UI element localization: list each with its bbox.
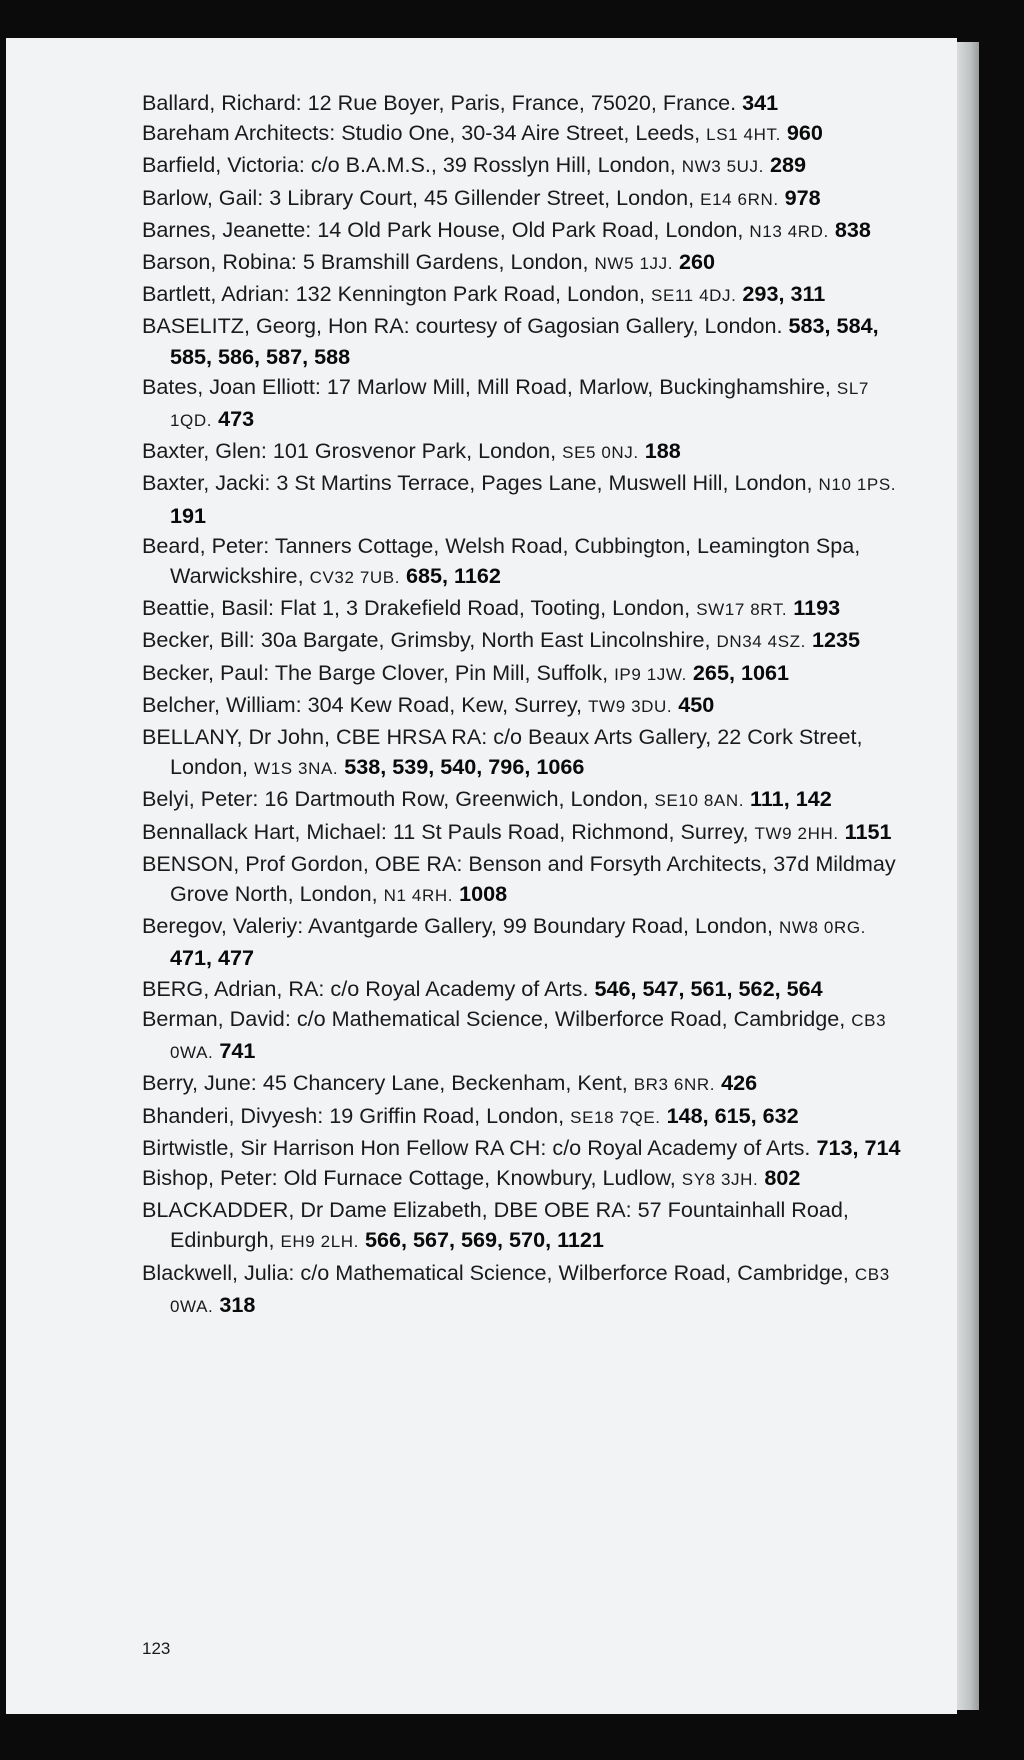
entry-postcode: EH9 2LH. xyxy=(280,1232,359,1252)
entry-catalogue-numbers: 960 xyxy=(786,120,823,146)
entry-address: courtesy of Gagosian Gallery, London. xyxy=(415,313,783,339)
entry-address: 101 Grosvenor Park, London, xyxy=(272,438,557,464)
entry-catalogue-numbers: 713, 714 xyxy=(816,1134,901,1160)
entry-name: Baxter, Glen: xyxy=(142,438,267,464)
entry-postcode: E14 6RN. xyxy=(700,189,779,209)
index-entry xyxy=(142,1195,902,1257)
entry-address: c/o Mathematical Science, Wilberforce Road, Cambridge, xyxy=(296,1005,846,1031)
entry-name: Belyi, Peter: xyxy=(142,786,259,812)
index-entry xyxy=(142,118,902,150)
entry-catalogue-numbers: 583, 584, 585, 586, 587, 588 xyxy=(170,313,879,369)
entry-catalogue-numbers: 685, 1162 xyxy=(406,563,501,589)
entry-address: Flat 1, 3 Drakefield Road, Tooting, London, xyxy=(280,595,691,621)
entry-catalogue-numbers: 741 xyxy=(219,1038,256,1064)
index-entry xyxy=(142,722,902,784)
index-entry xyxy=(142,88,902,118)
entry-name: BENSON, Prof Gordon, OBE RA: xyxy=(142,850,463,876)
entry-name: BERG, Adrian, RA: xyxy=(142,975,325,1001)
index-entry xyxy=(142,150,902,182)
entry-catalogue-numbers: 341 xyxy=(742,90,779,115)
entry-catalogue-numbers: 802 xyxy=(764,1164,801,1190)
entry-postcode: NW3 5UJ. xyxy=(681,157,764,177)
entry-address: 30a Bargate, Grimsby, North East Lincolnshire, xyxy=(260,627,711,653)
entry-catalogue-numbers: 546, 547, 561, 562, 564 xyxy=(594,975,823,1001)
entry-catalogue-numbers: 838 xyxy=(834,216,871,242)
entry-postcode: SY8 3JH. xyxy=(681,1169,759,1189)
entry-postcode: NW5 1JJ. xyxy=(594,254,674,274)
artist-address-index xyxy=(142,88,902,1322)
index-entry xyxy=(142,1133,902,1163)
entry-name: Bennallack Hart, Michael: xyxy=(142,818,387,844)
entry-name: Barfield, Victoria: xyxy=(142,152,305,178)
index-entry xyxy=(142,1258,902,1322)
entry-postcode: SL7 1QD. xyxy=(170,378,869,431)
entry-address: 11 St Pauls Road, Richmond, Surrey, xyxy=(392,818,749,844)
entry-postcode: N13 4RD. xyxy=(749,221,829,241)
index-entry xyxy=(142,784,902,816)
entry-catalogue-numbers: 1235 xyxy=(812,627,861,653)
entry-name: Bareham Architects: xyxy=(142,120,336,146)
entry-catalogue-numbers: 293, 311 xyxy=(742,281,826,307)
entry-catalogue-numbers: 289 xyxy=(769,152,806,178)
index-entry xyxy=(142,1101,902,1133)
index-entry xyxy=(142,183,902,215)
entry-name: Barson, Robina: xyxy=(142,249,297,275)
entry-postcode: TW9 3DU. xyxy=(588,696,673,716)
index-entry xyxy=(142,625,902,657)
entry-postcode: W1S 3NA. xyxy=(254,759,339,779)
entry-catalogue-numbers: 473 xyxy=(218,406,255,432)
entry-catalogue-numbers: 260 xyxy=(679,249,716,275)
entry-name: Barlow, Gail: xyxy=(142,184,264,210)
entry-postcode: CB3 0WA. xyxy=(170,1264,890,1316)
entry-address: c/o Royal Academy of Arts. xyxy=(552,1134,811,1160)
entry-name: Berry, June: xyxy=(142,1070,257,1096)
entry-address: c/o Royal Academy of Arts. xyxy=(330,975,589,1001)
index-entry xyxy=(142,531,902,593)
entry-postcode: SE5 0NJ. xyxy=(562,443,639,463)
entry-name: Baxter, Jacki: xyxy=(142,470,271,496)
entry-address: Old Furnace Cottage, Knowbury, Ludlow, xyxy=(283,1164,676,1190)
entry-address: 12 Rue Boyer, Paris, France, 75020, France. xyxy=(307,90,737,115)
entry-name: Beregov, Valeriy: xyxy=(142,913,304,939)
index-entry xyxy=(142,911,902,973)
index-entry xyxy=(142,372,902,436)
index-entry xyxy=(142,1004,902,1068)
entry-name: Berman, David: xyxy=(142,1005,291,1031)
entry-address: 14 Old Park House, Old Park Road, London, xyxy=(317,216,744,242)
entry-name: Bates, Joan Elliott: xyxy=(142,373,321,399)
entry-postcode: TW9 2HH. xyxy=(754,823,839,843)
entry-postcode: CB3 0WA. xyxy=(170,1010,887,1063)
entry-postcode: N10 1PS. xyxy=(818,475,897,495)
entry-catalogue-numbers: 111, 142 xyxy=(750,786,832,812)
entry-address: The Barge Clover, Pin Mill, Suffolk, xyxy=(274,659,609,685)
entry-address: 3 Library Court, 45 Gillender Street, London, xyxy=(269,184,695,210)
index-entry xyxy=(142,436,902,468)
entry-catalogue-numbers: 1008 xyxy=(459,881,508,907)
index-entry xyxy=(142,817,902,849)
entry-postcode: NW8 0RG. xyxy=(779,918,867,938)
entry-postcode: BR3 6NR. xyxy=(633,1075,716,1095)
page-edge xyxy=(957,42,979,1710)
index-entry xyxy=(142,468,902,530)
entry-catalogue-numbers: 426 xyxy=(721,1070,758,1096)
entry-postcode: SE18 7QE. xyxy=(570,1107,661,1127)
index-entry xyxy=(142,849,902,911)
entry-name: Bartlett, Adrian: xyxy=(142,281,290,307)
entry-name: Birtwistle, Sir Harrison Hon Fellow RA CH: xyxy=(142,1134,547,1160)
entry-postcode: LS1 4HT. xyxy=(706,125,781,145)
entry-postcode: SE11 4DJ. xyxy=(651,286,737,306)
index-entry xyxy=(142,658,902,690)
entry-address: 17 Marlow Mill, Mill Road, Marlow, Buckinghamshire, xyxy=(326,373,831,399)
entry-name: BLACKADDER, Dr Dame Elizabeth, DBE OBE RA: xyxy=(142,1197,632,1223)
entry-postcode: DN34 4SZ. xyxy=(716,632,806,652)
entry-postcode: CV32 7UB. xyxy=(309,568,401,588)
entry-catalogue-numbers: 1151 xyxy=(844,818,892,844)
entry-name: BELLANY, Dr John, CBE HRSA RA: xyxy=(142,724,488,750)
index-entry xyxy=(142,1163,902,1195)
entry-name: Bhanderi, Divyesh: xyxy=(142,1102,324,1128)
entry-catalogue-numbers: 471, 477 xyxy=(170,945,255,971)
entry-catalogue-numbers: 318 xyxy=(219,1291,256,1317)
entry-address: 3 St Martins Terrace, Pages Lane, Muswell Hill, London, xyxy=(276,470,813,496)
entry-address: c/o Mathematical Science, Wilberforce Road, Cambridge, xyxy=(300,1259,849,1285)
entry-address: c/o B.A.M.S., 39 Rosslyn Hill, London, xyxy=(310,152,676,178)
entry-name: Belcher, William: xyxy=(142,691,302,717)
entry-catalogue-numbers: 188 xyxy=(644,438,681,464)
index-entry xyxy=(142,690,902,722)
entry-address: Tanners Cottage, Welsh Road, Cubbington, Leamington Spa, Warwickshire, xyxy=(170,532,861,589)
entry-name: Bishop, Peter: xyxy=(142,1164,278,1190)
entry-address: 5 Bramshill Gardens, London, xyxy=(302,249,589,275)
entry-catalogue-numbers: 265, 1061 xyxy=(692,659,789,685)
entry-postcode: SE10 8AN. xyxy=(654,791,745,811)
index-entry xyxy=(142,1068,902,1100)
index-entry xyxy=(142,593,902,625)
page-number: 123 xyxy=(142,1639,171,1658)
index-entry xyxy=(142,215,902,247)
entry-name: Beard, Peter: xyxy=(142,532,270,558)
entry-name: BASELITZ, Georg, Hon RA: xyxy=(142,313,410,339)
entry-catalogue-numbers: 538, 539, 540, 796, 1066 xyxy=(344,754,585,780)
entry-name: Ballard, Richard: xyxy=(142,90,302,115)
entry-address: 19 Griffin Road, London, xyxy=(329,1102,565,1128)
entry-catalogue-numbers: 191 xyxy=(170,502,207,528)
entry-address: Avantgarde Gallery, 99 Boundary Road, London, xyxy=(308,913,774,939)
entry-address: 304 Kew Road, Kew, Surrey, xyxy=(307,691,583,717)
entry-address: 132 Kennington Park Road, London, xyxy=(295,281,646,307)
entry-postcode: IP9 1JW. xyxy=(614,664,687,684)
book-page xyxy=(6,38,957,1714)
entry-catalogue-numbers: 1193 xyxy=(793,595,841,621)
entry-address: 16 Dartmouth Row, Greenwich, London, xyxy=(264,786,649,812)
index-entry xyxy=(142,247,902,279)
entry-name: Becker, Bill: xyxy=(142,627,255,653)
entry-address: Benson and Forsyth Architects, 37d Mildmay Grove North, London, xyxy=(170,850,896,907)
entry-address: Studio One, 30-34 Aire Street, Leeds, xyxy=(341,120,701,146)
entry-address: c/o Beaux Arts Gallery, 22 Cork Street, London, xyxy=(170,724,863,780)
entry-name: Becker, Paul: xyxy=(142,659,270,685)
index-entry xyxy=(142,974,902,1004)
entry-name: Barnes, Jeanette: xyxy=(142,216,312,242)
entry-address: 45 Chancery Lane, Beckenham, Kent, xyxy=(262,1070,628,1096)
entry-address: 57 Fountainhall Road, Edinburgh, xyxy=(170,1197,849,1253)
entry-catalogue-numbers: 978 xyxy=(784,184,821,210)
index-entry xyxy=(142,279,902,311)
entry-catalogue-numbers: 148, 615, 632 xyxy=(666,1102,799,1128)
entry-name: Beattie, Basil: xyxy=(142,595,275,621)
entry-catalogue-numbers: 450 xyxy=(678,691,715,717)
entry-name: Blackwell, Julia: xyxy=(142,1259,295,1285)
index-entry xyxy=(142,311,902,371)
entry-postcode: SW17 8RT. xyxy=(696,600,788,620)
entry-postcode: N1 4RH. xyxy=(383,886,454,906)
entry-catalogue-numbers: 566, 567, 569, 570, 1121 xyxy=(364,1227,604,1253)
